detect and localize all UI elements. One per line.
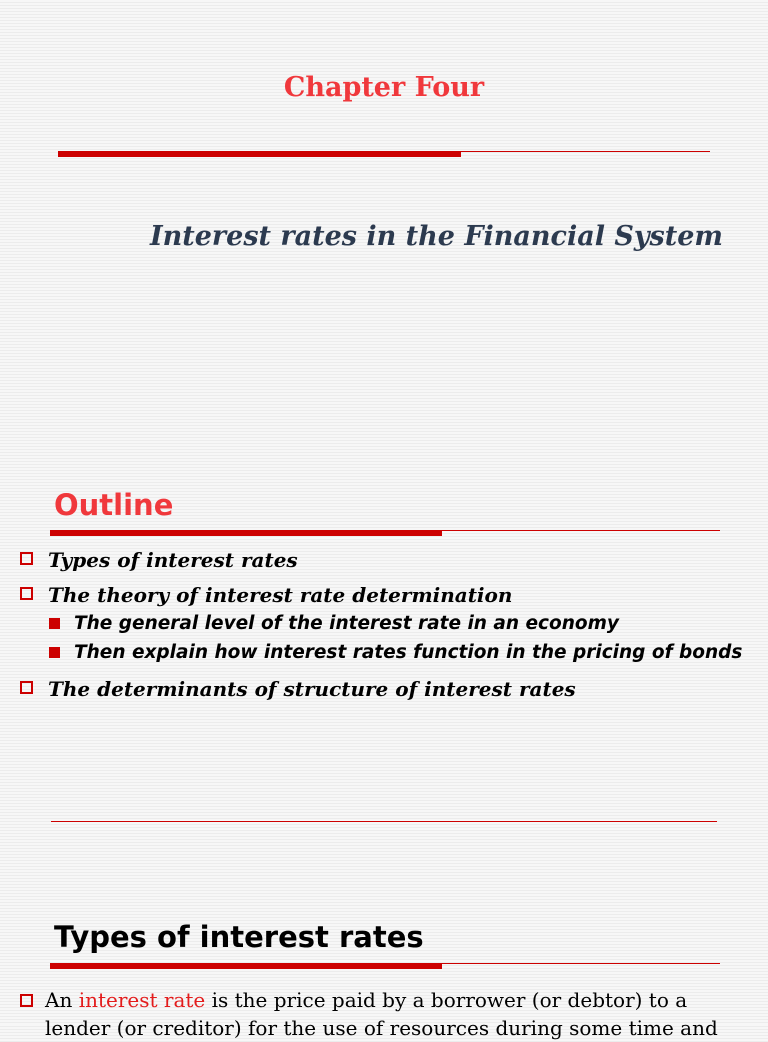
outline-divider-thick [50,530,442,536]
outline-list [20,546,743,710]
chapter-title: Chapter Four [283,72,485,103]
types-divider-thick [50,963,442,969]
types-body-suffix: is the price paid by a borrower (or debtor) to a [205,988,688,1012]
box-bullet-icon [20,994,33,1007]
outline-item-label: Types of interest rates [48,548,298,572]
outline-divider-thin [442,530,720,531]
types-body-paragraph [20,986,768,1042]
interest-rate-term: interest rate [78,988,206,1012]
title-divider-thick [58,151,461,157]
types-divider-thin [442,963,720,964]
box-bullet-icon [20,681,33,694]
slide-separator-line [51,821,717,822]
outline-item-theory [20,581,743,675]
types-body-continuation: lender (or creditor) for the use of resources during some time and [45,1016,718,1040]
outline-item-label: The determinants of structure of interest rates [48,677,576,701]
box-bullet-icon [20,587,33,600]
outline-subitem-label: The general level of the interest rate in an economy [74,613,619,634]
types-body-prefix: An [45,988,79,1012]
outline-subitem [49,641,742,670]
outline-item-label: The theory of interest rate determination [48,583,513,607]
square-bullet-icon [49,647,60,658]
types-heading: Types of interest rates [54,920,424,954]
outline-heading: Outline [54,488,174,522]
outline-item-types [20,546,576,581]
title-divider-thin [461,151,710,152]
chapter-subtitle: Interest rates in the Financial System [150,221,723,252]
square-bullet-icon [49,618,60,629]
box-bullet-icon [20,552,33,565]
outline-subitem-label: Then explain how interest rates function in the pricing of bonds [74,642,743,663]
outline-subitem [49,612,742,641]
outline-sub-list [49,612,742,670]
outline-item-determinants [20,675,576,710]
